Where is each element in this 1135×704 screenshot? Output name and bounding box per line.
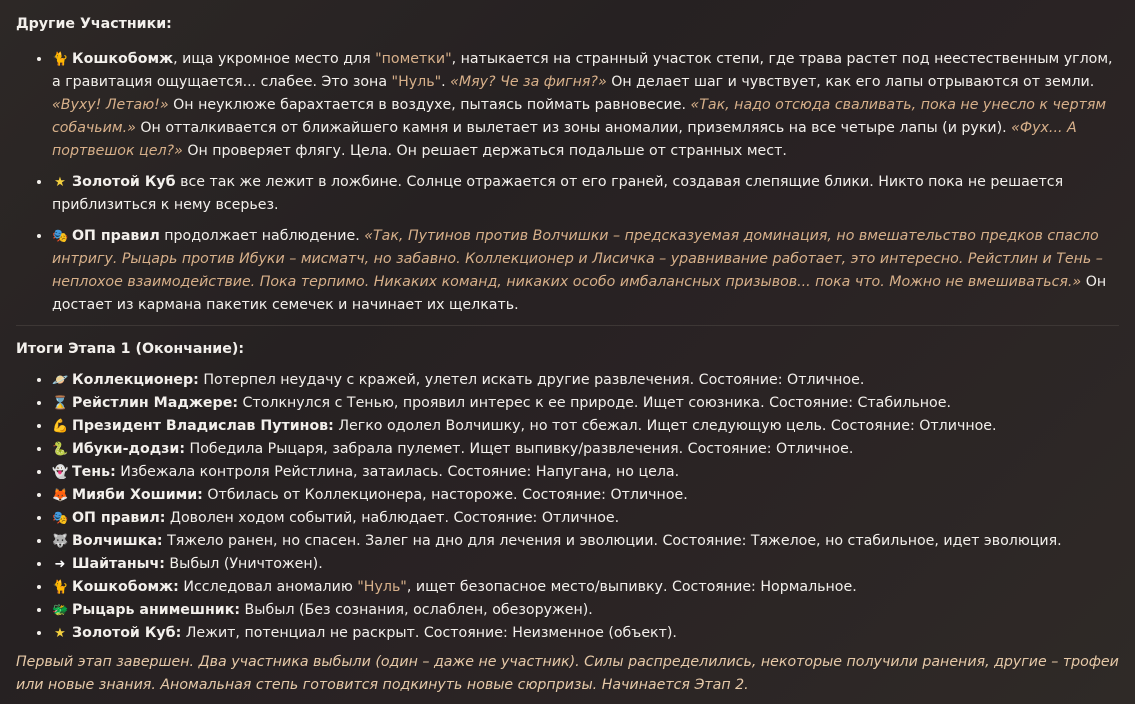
mask-icon: 🎭 [52, 229, 69, 244]
arrow-icon: ➜ [54, 557, 66, 572]
snake-icon: 🐍 [52, 442, 69, 457]
summary-list [16, 369, 1119, 645]
mask-icon: 🎭 [52, 511, 69, 526]
list-item: • 🎭 ОП правил: Доволен ходом событий, наблюдает. Состояние: Отличное. [52, 507, 1119, 530]
flexed-arm-icon: 💪 [52, 419, 69, 434]
list-item: • 🐍 Ибуки-додзи: Победила Рыцаря, забрала пулемет. Ищет выпивку/развлечения. Состояние: Отличное. [52, 438, 1119, 461]
divider [16, 325, 1119, 326]
fox-icon: 🦊 [52, 488, 69, 503]
list-item: • 🐈 Кошкобомж: Исследовал аномалию "Нуль", ищет безопасное место/выпивку. Состояние: Нормальное. [52, 576, 1119, 599]
summary-heading: Итоги Этапа 1 (Окончание): [16, 341, 245, 357]
cat-icon: 🐈 [52, 52, 69, 67]
list-item: • 🐺 Волчишка: Тяжело ранен, но спасен. Залег на дно для лечения и эволюции. Состояние: Тяжелое, но стабильное, идет эволюция. [52, 530, 1119, 553]
list-item: • 🪐 Коллекционер: Потерпел неудачу с кражей, улетел искать другие развлечения. Состояние: Отличное. [52, 369, 1119, 392]
others-list [16, 48, 1119, 317]
list-item: • 👻 Тень: Избежала контроля Рейстлина, затаилась. Состояние: Напугана, но цела. [52, 461, 1119, 484]
list-item: • 🎭 ОП правил продолжает наблюдение. «Так, Путинов против Волчишки – предсказуемая доминация, но вмешательство предков спасло интригу. Рыцарь против Ибуки – мисматч, но забавно. Коллекционер и Лисичка – уравнивание работает, это интересно. Рейстлин и Тень – неплохое взаимодействие. Пока терпимо. Никаких команд, никаких особо имбалансных призывов... пока что. Можно не вмешиваться.» Он достает из кармана пакетик семечек и начинает их щелкать. [52, 225, 1119, 317]
list-item: • 🐈 Кошкобомж, ища укромное место для "пометки", натыкается на странный участок степи, где трава растет под неестественным углом, а гравитация ощущается... слабее. Это зона "Нуль". «Мяу? Че за фигня?» Он делает шаг и чувствует, как его лапы отрываются от земли. «Вуху! Летаю!» Он неуклюже барахтается в воздухе, пытаясь поймать равновесие. «Так, надо отсюда сваливать, пока не унесло к чертям собачьим.» Он отталкивается от ближайшего камня и вылетает из зоны аномалии, приземляясь на все четыре лапы (и руки). «Фух... А портвешок цел?» Он проверяет флягу. Цела. Он решает держаться подальше от странных мест. [52, 48, 1119, 163]
list-item: • 🐲 Рыцарь анимешник: Выбыл (Без сознания, ослаблен, обезоружен). [52, 599, 1119, 622]
list-item: • ➜ Шайтаныч: Выбыл (Уничтожен). [52, 553, 1119, 576]
others-heading: Другие Участники: [16, 16, 172, 32]
closing-paragraph: Первый этап завершен. Два участника выбыли (один – даже не участник). Силы распределились, некоторые получили ранения, другие – трофеи или новые знания. Аномальная степь готовится подкинуть новые сюрпризы. Начинается Этап 2. [16, 654, 1119, 693]
ghost-icon: 👻 [52, 465, 69, 480]
planet-icon: 🪐 [52, 373, 69, 388]
star-icon: ★ [54, 626, 66, 641]
list-item: • ★ Золотой Куб все так же лежит в ложбине. Солнце отражается от его граней, создавая слепящие блики. Никто пока не решается приблизиться к нему всерьез. [52, 171, 1119, 217]
list-item: • ⌛ Рейстлин Маджере: Столкнулся с Тенью, проявил интерес к ее природе. Ищет союзника. Состояние: Стабильное. [52, 392, 1119, 415]
dragon-icon: 🐲 [52, 603, 69, 618]
star-icon: ★ [54, 175, 66, 190]
cat-icon: 🐈 [52, 580, 69, 595]
wolf-icon: 🐺 [52, 534, 69, 549]
list-item: • 💪 Президент Владислав Путинов: Легко одолел Волчишку, но тот сбежал. Ищет следующую цель. Состояние: Отличное. [52, 415, 1119, 438]
list-item: • 🦊 Мияби Хошими: Отбилась от Коллекционера, настороже. Состояние: Отличное. [52, 484, 1119, 507]
hourglass-icon: ⌛ [52, 396, 69, 411]
list-item: • ★ Золотой Куб: Лежит, потенциал не раскрыт. Состояние: Неизменное (объект). [52, 622, 1119, 645]
